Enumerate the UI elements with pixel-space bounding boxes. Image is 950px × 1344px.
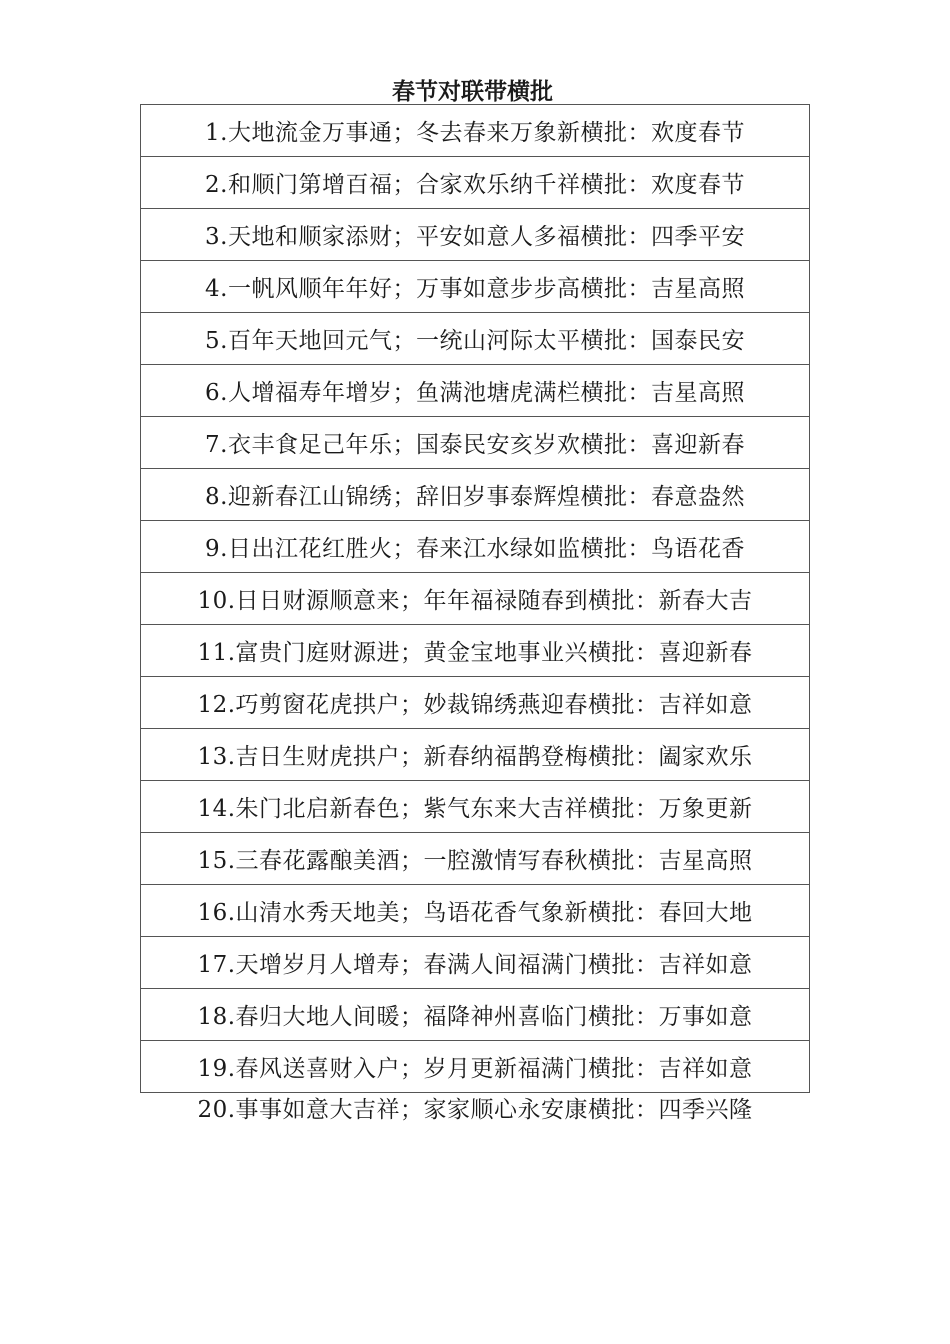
table-row [141,729,810,781]
table-row [141,573,810,625]
table-row [141,313,810,365]
couplet-cell: 3.天地和顺家添财；平安如意人多福横批：四季平安 [141,209,810,261]
couplet-cell: 6.人增福寿年增岁；鱼满池塘虎满栏横批：吉星高照 [141,365,810,417]
table-row [141,989,810,1041]
couplet-cell: 12.巧剪窗花虎拱户；妙裁锦绣燕迎春横批：吉祥如意 [141,677,810,729]
table-row [141,209,810,261]
couplet-line-outside-table: 20.事事如意大吉祥；家家顺心永安康横批：四季兴隆 [197,1097,753,1123]
couplet-cell: 10.日日财源顺意来；年年福禄随春到横批：新春大吉 [141,573,810,625]
couplet-cell: 1.大地流金万事通；冬去春来万象新横批：欢度春节 [141,105,810,157]
couplet-cell: 4.一帆风顺年年好；万事如意步步高横批：吉星高照 [141,261,810,313]
table-row [141,937,810,989]
couplet-table [140,104,810,1093]
couplet-cell: 2.和顺门第增百福；合家欢乐纳千祥横批：欢度春节 [141,157,810,209]
couplet-cell: 9.日出江花红胜火；春来江水绿如监横批：鸟语花香 [141,521,810,573]
couplet-cell: 11.富贵门庭财源进；黄金宝地事业兴横批：喜迎新春 [141,625,810,677]
couplet-cell: 14.朱门北启新春色；紫气东来大吉祥横批：万象更新 [141,781,810,833]
couplet-cell: 15.三春花露酿美酒；一腔激情写春秋横批：吉星高照 [141,833,810,885]
couplet-cell: 16.山清水秀天地美；鸟语花香气象新横批：春回大地 [141,885,810,937]
couplet-cell: 17.天增岁月人增寿；春满人间福满门横批：吉祥如意 [141,937,810,989]
table-row [141,157,810,209]
couplet-cell: 7.衣丰食足己年乐；国泰民安亥岁欢横批：喜迎新春 [141,417,810,469]
document-title: 春节对联带横批 [392,79,553,105]
table-row [141,1041,810,1093]
table-row [141,365,810,417]
table-row [141,521,810,573]
couplet-cell: 8.迎新春江山锦绣；辞旧岁事泰辉煌横批：春意盎然 [141,469,810,521]
couplet-cell: 13.吉日生财虎拱户；新春纳福鹊登梅横批：阖家欢乐 [141,729,810,781]
couplet-cell: 18.春归大地人间暖；福降神州喜临门横批：万事如意 [141,989,810,1041]
table-row [141,885,810,937]
table-row [141,417,810,469]
couplet-cell: 5.百年天地回元气；一统山河际太平横批：国泰民安 [141,313,810,365]
table-row [141,261,810,313]
table-row [141,833,810,885]
table-row [141,105,810,157]
couplet-cell: 19.春风送喜财入户；岁月更新福满门横批：吉祥如意 [141,1041,810,1093]
table-row [141,469,810,521]
table-row [141,625,810,677]
table-row [141,781,810,833]
table-row [141,677,810,729]
